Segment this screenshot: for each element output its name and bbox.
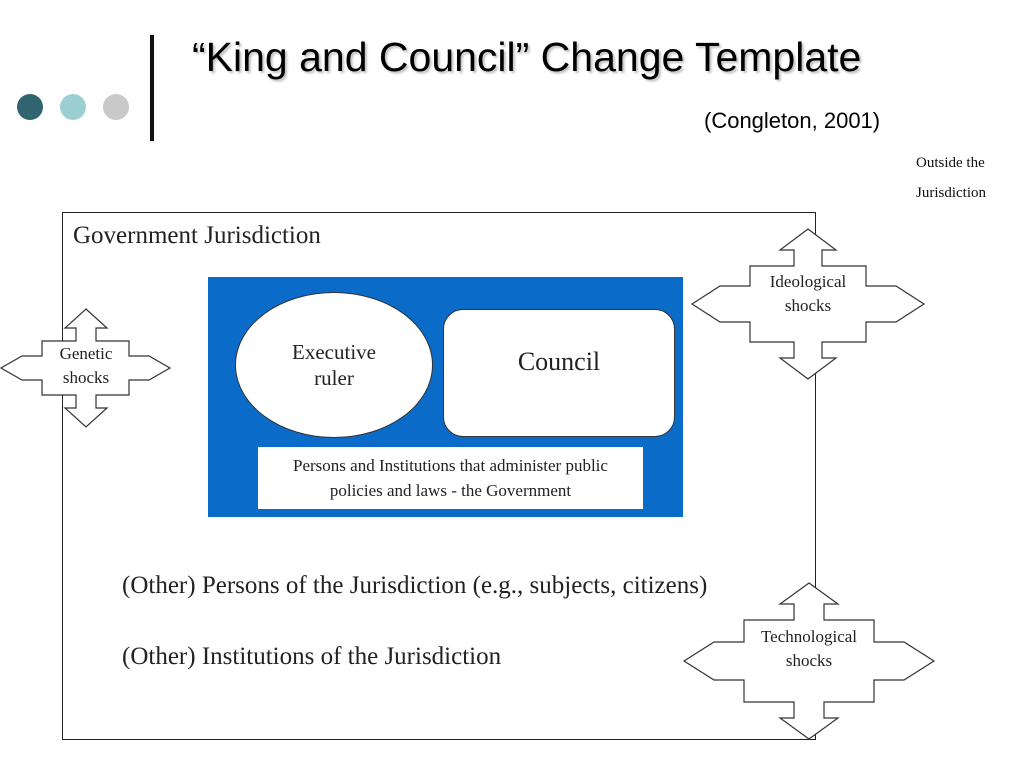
executive-ruler-ellipse xyxy=(235,292,433,438)
genetic-line-2: shocks xyxy=(62,368,110,387)
ideological-line-2: shocks xyxy=(784,296,832,315)
government-administration-box xyxy=(258,447,643,509)
administration-line-1: Persons and Institutions that administer public xyxy=(293,456,608,475)
executive-line-1: Executive xyxy=(292,340,376,364)
bullet-dot-gray xyxy=(103,94,129,120)
technological-line-2: shocks xyxy=(785,651,833,670)
administration-line-2: policies and laws - the Government xyxy=(329,481,572,500)
ideological-line-1: Ideological xyxy=(769,272,847,291)
outside-line-1: Outside the xyxy=(916,155,985,171)
executive-line-2: ruler xyxy=(314,366,354,390)
title-divider xyxy=(150,35,154,141)
council-label: Council xyxy=(517,347,601,376)
outside-jurisdiction-label xyxy=(916,148,1012,208)
citation: (Congleton, 2001) xyxy=(704,108,881,133)
jurisdiction-label: Government Jurisdiction xyxy=(73,222,321,249)
other-persons-label: (Other) Persons of the Jurisdiction (e.g., subjects, citizens) xyxy=(122,572,708,599)
ideological-shocks-node xyxy=(690,228,926,380)
technological-shocks-node xyxy=(682,582,936,740)
bullet-dot-teal xyxy=(60,94,86,120)
outside-line-2: Jurisdiction xyxy=(916,185,986,201)
genetic-line-1: Genetic xyxy=(59,344,113,363)
slide-title: “King and Council” Change Template xyxy=(192,34,862,80)
genetic-shocks-node xyxy=(0,308,172,428)
council-box xyxy=(443,309,675,437)
technological-line-1: Technological xyxy=(760,627,858,646)
bullet-dot-dark xyxy=(17,94,43,120)
other-institutions-label: (Other) Institutions of the Jurisdiction xyxy=(122,643,502,670)
